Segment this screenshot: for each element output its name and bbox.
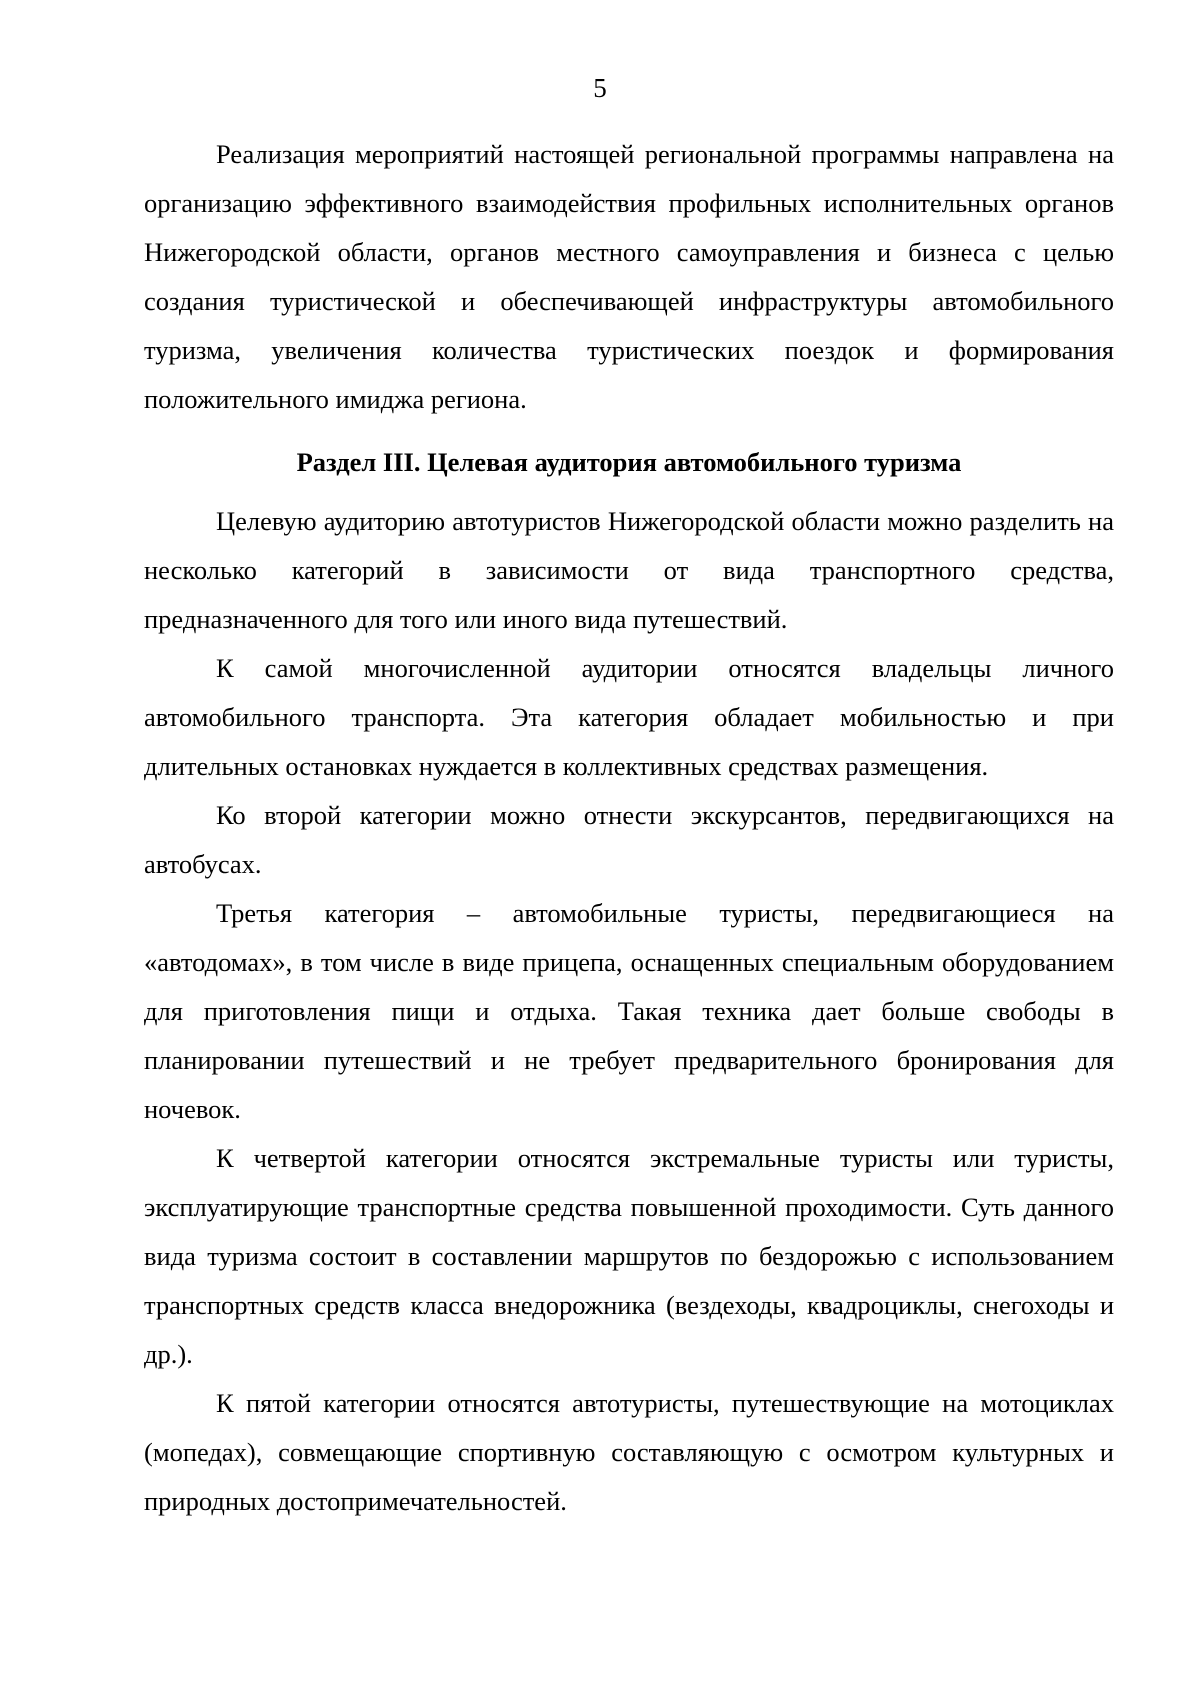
page-number: 5 (593, 73, 607, 103)
paragraph-category-2: Ко второй категории можно отнести экскурсантов, передвигающихся на автобусах. (144, 800, 1114, 879)
paragraph-category-1: К самой многочисленной аудитории относятся владельцы личного автомобильного транспорта. Эта категория обладает мобильностью и при длительных остановках нуждается в коллективных средствах размещения. (144, 653, 1114, 781)
paragraph-category-3: Третья категория – автомобильные туристы, передвигающиеся на «автодомах», в том числе в виде прицепа, оснащенных специальным оборудованием для приготовления пищи и отдыха. Такая техника дает больше свободы в планировании путешествий и не требует предварительного бронирования для ночевок. (144, 898, 1114, 1124)
document-body (144, 130, 1114, 1526)
intro-paragraph: Реализация мероприятий настоящей региональной программы направлена на организацию эффективного взаимодействия профильных исполнительных органов Нижегородской области, органов местного самоуправления и бизнеса с целью создания туристической и обеспечивающей инфраструктуры автомобильного туризма, увеличения количества туристических поездок и формирования положительного имиджа региона. (144, 139, 1114, 414)
section-heading: Раздел III. Целевая аудитория автомобильного туризма (296, 447, 962, 477)
paragraph-category-5: К пятой категории относятся автотуристы, путешествующие на мотоциклах (мопедах), совмещающие спортивную составляющую с осмотром культурных и природных достопримечательностей. (144, 1388, 1114, 1516)
paragraph-audience-overview: Целевую аудиторию автотуристов Нижегородской области можно разделить на несколько категорий в зависимости от вида транспортного средства, предназначенного для того или иного вида путешествий. (144, 506, 1114, 634)
paragraph-category-4: К четвертой категории относятся экстремальные туристы или туристы, эксплуатирующие транспортные средства повышенной проходимости. Суть данного вида туризма состоит в составлении маршрутов по бездорожью с использованием транспортных средств класса внедорожника (вездеходы, квадроциклы, снегоходы и др.). (144, 1143, 1114, 1369)
